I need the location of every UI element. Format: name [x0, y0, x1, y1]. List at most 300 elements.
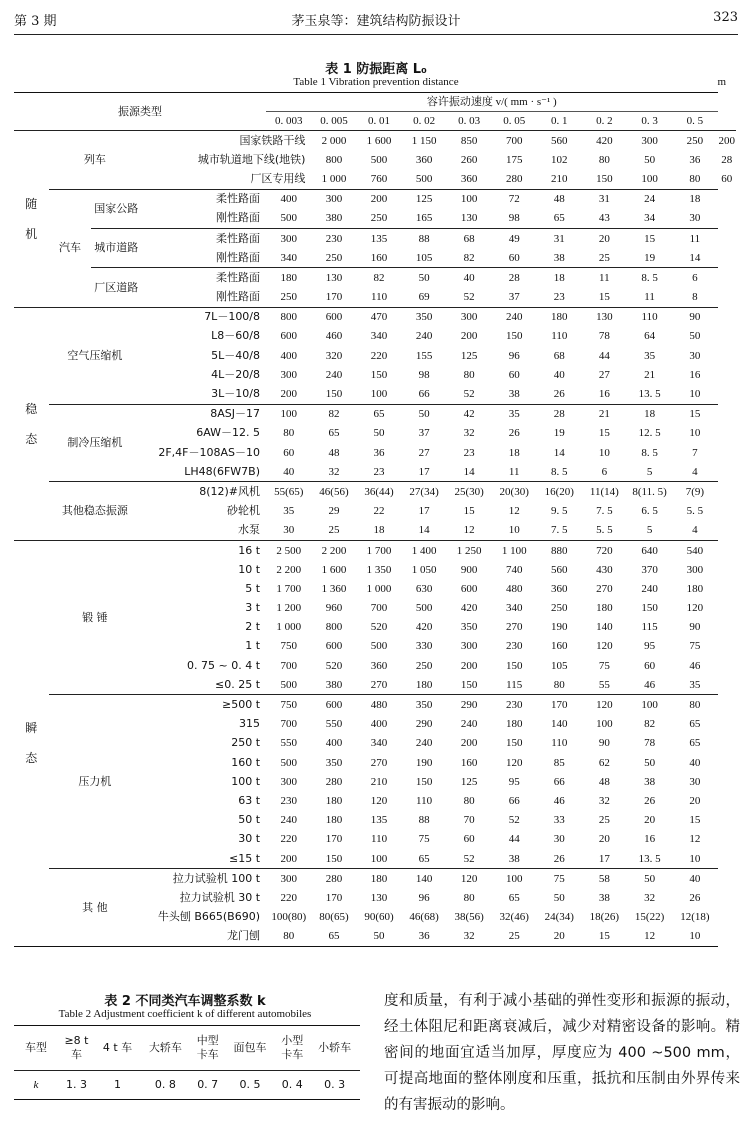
value-cell: 340 [280, 251, 297, 264]
value-cell: 550 [325, 718, 343, 731]
value-cell: 7. 5 [596, 505, 613, 518]
value-cell: 52 [463, 291, 475, 304]
value-cell: 110 [370, 833, 388, 846]
value-cell: 250 [551, 602, 568, 615]
value-cell: 18 [672, 189, 717, 209]
value-cell: 240 [415, 737, 433, 750]
value-cell: 420 [582, 131, 627, 151]
row-label: 柔性路面 [141, 228, 266, 248]
value-cell: 38 [508, 852, 520, 865]
row-label: ≥500 t [141, 695, 266, 715]
value-cell: 28 [537, 404, 582, 424]
value-cell: 280 [325, 775, 343, 788]
value-cell: 280 [505, 172, 523, 185]
value-cell: 14 [553, 446, 565, 459]
value-cell: 22 [373, 505, 385, 518]
row-label: 30 t [238, 832, 261, 846]
value-cell: 46(68) [409, 911, 439, 924]
value-cell: 50 [644, 153, 656, 166]
value-cell: 300 [266, 228, 311, 248]
t2-header-line: ≥8 t [64, 1034, 89, 1047]
value-cell: 1 000 [366, 582, 392, 595]
value-cell: 330 [415, 640, 433, 653]
value-cell: 9. 5 [551, 505, 568, 518]
value-cell: 40 [672, 869, 717, 889]
value-cell: 600 [280, 330, 297, 343]
value-cell: 120 [686, 602, 704, 615]
value-cell: 96 [508, 349, 520, 362]
value-cell: 2 500 [266, 540, 311, 560]
value-cell: 120 [447, 869, 492, 889]
value-cell: 1 050 [411, 563, 437, 576]
value-cell: 17 [418, 505, 430, 518]
value-cell: 880 [537, 540, 582, 560]
value-cell: 60 [463, 833, 475, 846]
value-cell: 110 [551, 330, 568, 343]
value-cell: 500 [280, 212, 297, 225]
value-cell: 5 [646, 524, 653, 537]
value-cell: 600 [325, 640, 343, 653]
vibration-distance-table [14, 92, 736, 947]
row-label: 城市轨道地下线(地铁) [197, 152, 306, 166]
value-cell: 14 [689, 251, 701, 264]
value-cell: 82 [311, 404, 356, 424]
value-cell: 180 [596, 602, 613, 615]
value-cell: 165 [415, 212, 433, 225]
body-paragraph: 度和质量，有利于减小基础的弹性变形和振源的振动，经土体阻尼和距离衰减后，减少对精密设备的影响。精密间的地面宜适当加厚，厚度应为 400 ~500 mm，可提高地面的整体刚度和压重，抵抗和压制由外界传来的有害振动的影响。 [384, 993, 740, 1113]
table-row [14, 695, 736, 715]
table-row [14, 189, 736, 209]
value-cell: 40 [689, 756, 701, 769]
value-cell: 480 [357, 695, 402, 715]
value-cell: 80 [463, 368, 475, 381]
value-cell: 80 [463, 891, 475, 904]
value-cell: 6 [601, 465, 608, 478]
value-cell: 1 200 [276, 602, 302, 615]
value-cell: 50 [627, 869, 672, 889]
value-cell: 34 [644, 212, 656, 225]
value-cell: 250 [672, 131, 717, 151]
value-cell: 25(30) [447, 482, 492, 502]
value-cell: 100 [370, 852, 388, 865]
t2-header-line: 小轿车 [318, 1041, 352, 1054]
row-label: ≤15 t [228, 851, 261, 865]
value-cell: 7(9) [672, 482, 717, 502]
t2-k-value: 1 [95, 1071, 140, 1100]
value-cell: 560 [551, 563, 568, 576]
value-cell: 120 [370, 794, 388, 807]
value-cell: 360 [415, 153, 433, 166]
value-cell: 82 [644, 718, 656, 731]
value-cell: 65 [328, 427, 340, 440]
value-cell: 8 [692, 291, 698, 304]
value-cell: 15 [582, 927, 627, 947]
value-cell: 180 [415, 678, 433, 691]
row-label: 柔性路面 [141, 189, 266, 209]
t2-header-line: 中型 [196, 1034, 219, 1047]
value-cell: 360 [370, 659, 388, 672]
value-cell: 82 [463, 251, 475, 264]
value-cell: 50 [553, 891, 565, 904]
value-cell: 300 [627, 131, 672, 151]
value-cell: 150 [370, 368, 388, 381]
value-cell: 75 [537, 869, 582, 889]
value-cell: 100 [447, 189, 492, 209]
value-cell: 26 [689, 891, 701, 904]
t2-vehicle-header [95, 1026, 140, 1071]
value-cell: 24 [627, 189, 672, 209]
value-cell: 20 [689, 794, 701, 807]
value-cell: 270 [505, 621, 523, 634]
row-label: 6AW－12. 5 [196, 426, 261, 440]
value-cell: 98 [508, 212, 520, 225]
value-cell: 240 [641, 582, 658, 595]
value-cell: 150 [505, 659, 523, 672]
value-cell: 100 [627, 695, 672, 715]
value-cell: 370 [641, 563, 658, 576]
value-cell: 40 [447, 268, 492, 288]
value-cell: 500 [280, 678, 297, 691]
value-cell: 58 [582, 869, 627, 889]
value-cell: 500 [370, 640, 388, 653]
value-cell: 1 100 [492, 540, 537, 560]
value-cell: 180 [325, 814, 343, 827]
value-cell: 1 600 [321, 563, 347, 576]
value-cell: 4 [692, 524, 698, 537]
t2-header-line: 大轿车 [148, 1041, 182, 1054]
t2-k-value: 0. 4 [275, 1071, 309, 1100]
value-cell: 5 [646, 465, 653, 478]
value-cell: 60 [644, 659, 656, 672]
row-label: 刚性路面 [216, 250, 261, 264]
table-row [14, 482, 736, 502]
value-cell: 120 [505, 756, 523, 769]
value-cell: 250 [325, 251, 343, 264]
value-cell: 15 [463, 505, 475, 518]
row-label: 0. 75 ~ 0. 4 t [187, 658, 261, 672]
value-cell: 200 [460, 737, 478, 750]
value-cell: 102 [551, 153, 568, 166]
value-cell: 1 400 [402, 540, 447, 560]
value-cell: 125 [460, 775, 478, 788]
row-label: 牛头刨 B665(B690) [157, 910, 261, 924]
value-cell: 19 [644, 251, 656, 264]
group-refrig-compressor: 制冷压缩机 [49, 404, 141, 482]
value-cell: 1 600 [357, 131, 402, 151]
t2-k-value: 0. 8 [140, 1071, 191, 1100]
value-cell: 430 [596, 563, 613, 576]
table1-caption: 表 1 防振距离 L₀ [325, 62, 427, 77]
value-cell: 18 [373, 524, 385, 537]
value-cell: 90 [598, 737, 610, 750]
speed-column-header: 0. 005 [311, 112, 356, 131]
value-cell: 20 [537, 927, 582, 947]
value-cell: 11 [508, 465, 520, 478]
source-type-header: 振源类型 [14, 93, 266, 131]
value-cell: 21 [644, 368, 656, 381]
value-cell: 66 [418, 388, 430, 401]
value-cell: 160 [370, 251, 388, 264]
value-cell: 15 [598, 427, 610, 440]
value-cell: 130 [460, 212, 478, 225]
value-cell: 14 [463, 465, 475, 478]
value-cell: 10 [598, 446, 610, 459]
value-cell: 16 [644, 833, 656, 846]
value-cell: 4 [692, 465, 698, 478]
value-cell: 82 [357, 268, 402, 288]
value-cell: 32(46) [499, 911, 529, 924]
value-cell: 38 [508, 388, 520, 401]
value-cell: 66 [553, 775, 565, 788]
speed-column-header: 0. 003 [266, 112, 311, 131]
value-cell: 100 [641, 172, 658, 185]
value-cell: 80 [463, 794, 475, 807]
value-cell: 320 [325, 349, 343, 362]
table-row [14, 228, 736, 248]
speed-column-header: 0. 5 [672, 112, 717, 131]
value-cell: 105 [551, 659, 568, 672]
value-cell: 25 [492, 927, 537, 947]
value-cell: 260 [460, 153, 478, 166]
table-row [14, 268, 736, 288]
t2-vehicle-header [309, 1026, 360, 1071]
value-cell: 35 [492, 404, 537, 424]
value-cell: 170 [537, 695, 582, 715]
value-cell: 240 [280, 814, 297, 827]
value-cell: 46(56) [311, 482, 356, 502]
table-row [14, 404, 736, 424]
value-cell: 8(11. 5) [627, 482, 672, 502]
value-cell: 16 [598, 388, 610, 401]
value-cell: 35 [689, 678, 701, 691]
value-cell: 20(30) [492, 482, 537, 502]
value-cell: 15 [672, 404, 717, 424]
value-cell: 360 [551, 582, 568, 595]
value-cell: 52 [463, 388, 475, 401]
value-cell: 50 [644, 756, 656, 769]
value-cell: 210 [370, 775, 388, 788]
value-cell: 140 [551, 718, 568, 731]
row-label: 50 t [238, 813, 261, 827]
t2-vehicle-header [225, 1026, 276, 1071]
value-cell: 100(80) [271, 911, 307, 924]
value-cell: 25 [598, 814, 610, 827]
value-cell: 68 [553, 349, 565, 362]
value-cell: 42 [447, 404, 492, 424]
value-cell: 300 [447, 307, 492, 327]
value-cell: 49 [492, 228, 537, 248]
value-cell: 27 [418, 446, 430, 459]
value-cell: 32 [328, 465, 340, 478]
value-cell: 340 [370, 737, 388, 750]
value-cell: 500 [370, 153, 388, 166]
value-cell: 11 [672, 228, 717, 248]
value-cell: 220 [280, 891, 297, 904]
group-other-steady: 其他稳态振源 [49, 482, 141, 541]
t2-k-value: 0. 3 [309, 1071, 360, 1100]
t2-k-value: 0. 5 [225, 1071, 276, 1100]
value-cell: 50 [402, 268, 447, 288]
t2-header-line: 小型 [281, 1034, 304, 1047]
t2-k-label: k [14, 1071, 58, 1100]
value-cell: 88 [402, 228, 447, 248]
value-cell: 7 [692, 446, 698, 459]
table2-caption-en: Table 2 Adjustment coefficient k of different automobiles [58, 1008, 312, 1020]
value-cell: 420 [415, 621, 433, 634]
page-number: 323 [713, 10, 738, 25]
value-cell: 29 [328, 505, 340, 518]
row-label: L8－60/8 [211, 329, 261, 343]
value-cell: 240 [325, 368, 343, 381]
value-cell: 11 [582, 268, 627, 288]
row-label: 刚性路面 [216, 211, 261, 225]
value-cell: 400 [370, 718, 388, 731]
value-cell: 64 [644, 330, 656, 343]
row-label: 龙门刨 [141, 927, 266, 947]
value-cell: 23 [553, 291, 565, 304]
row-label: 63 t [238, 793, 261, 807]
speed-header: 容许振动速度 v/( mm · s⁻¹ ) [266, 93, 717, 112]
value-cell: 155 [415, 349, 433, 362]
value-cell: 12 [463, 524, 475, 537]
category-steady: 稳 态 [14, 307, 49, 540]
value-cell: 1 150 [402, 131, 447, 151]
value-cell: 65 [689, 718, 701, 731]
value-cell: 95 [508, 775, 520, 788]
value-cell: 110 [370, 291, 388, 304]
value-cell: 700 [280, 659, 297, 672]
value-cell: 25 [328, 524, 340, 537]
value-cell: 380 [325, 678, 343, 691]
value-cell: 190 [551, 621, 568, 634]
value-cell: 24(34) [544, 911, 574, 924]
row-label: 水泵 [238, 523, 261, 537]
value-cell: 38 [644, 775, 656, 788]
value-cell: 1 250 [447, 540, 492, 560]
value-cell: 12 [627, 927, 672, 947]
value-cell: 14 [418, 524, 430, 537]
value-cell: 100 [596, 718, 613, 731]
value-cell: 50 [402, 404, 447, 424]
value-cell: 52 [463, 852, 475, 865]
value-cell: 350 [402, 695, 447, 715]
group-air-compressor: 空气压缩机 [49, 307, 141, 404]
value-cell: 50 [357, 927, 402, 947]
value-cell: 10 [672, 927, 717, 947]
value-cell: 850 [447, 131, 492, 151]
value-cell: 75 [418, 833, 430, 846]
value-cell: 43 [598, 212, 610, 225]
value-cell: 38 [598, 891, 610, 904]
value-cell: 33 [553, 814, 565, 827]
value-cell: 1 000 [321, 172, 347, 185]
value-cell: 135 [357, 228, 402, 248]
value-cell: 5. 5 [686, 505, 704, 518]
value-cell: 270 [596, 582, 613, 595]
value-cell: 230 [311, 228, 356, 248]
value-cell: 110 [551, 737, 568, 750]
value-cell: 7. 5 [551, 524, 568, 537]
value-cell: 125 [460, 349, 478, 362]
table-row [14, 131, 736, 151]
value-cell: 96 [418, 891, 430, 904]
value-cell: 1 700 [357, 540, 402, 560]
value-cell: 12. 5 [638, 427, 661, 440]
value-cell: 700 [370, 602, 388, 615]
value-cell: 65 [311, 927, 356, 947]
value-cell: 21 [582, 404, 627, 424]
value-cell: 105 [415, 251, 433, 264]
value-cell: 250 [415, 659, 433, 672]
value-cell: 15 [598, 291, 610, 304]
value-cell: 80 [689, 172, 701, 185]
category-transient: 瞬 态 [14, 540, 49, 946]
value-cell: 30 [689, 775, 701, 788]
value-cell: 1 350 [366, 563, 392, 576]
value-cell: 20 [644, 814, 656, 827]
value-cell: 11(14) [582, 482, 627, 502]
value-cell: 400 [266, 189, 311, 209]
value-cell: 37 [508, 291, 520, 304]
value-cell: 6. 5 [641, 505, 658, 518]
t2-vehicle-header [275, 1026, 309, 1071]
value-cell: 10 [508, 524, 520, 537]
row-label: 16 t [141, 540, 266, 560]
value-cell: 31 [582, 189, 627, 209]
value-cell: 38(56) [454, 911, 484, 924]
value-cell: 1 700 [276, 582, 302, 595]
value-cell: 80 [266, 927, 311, 947]
value-cell: 40 [553, 368, 565, 381]
value-cell: 10 [689, 388, 701, 401]
value-cell: 125 [402, 189, 447, 209]
value-cell: 250 [370, 212, 388, 225]
value-cell: 175 [505, 153, 523, 166]
t2-header-line: 卡车 [281, 1048, 304, 1061]
value-cell: 38 [553, 251, 565, 264]
t2-vehicle-type-header: 车型 [14, 1026, 58, 1071]
row-label: 8(12)#风机 [141, 482, 266, 502]
value-cell: 36 [373, 446, 385, 459]
value-cell: 75 [598, 659, 610, 672]
value-cell: 350 [402, 307, 447, 327]
value-cell: 5. 5 [596, 524, 613, 537]
t2-k-value: 1. 3 [58, 1071, 95, 1100]
value-cell: 150 [505, 330, 523, 343]
t2-header-line: 面包车 [233, 1041, 267, 1054]
value-cell: 75 [689, 640, 701, 653]
table-row [14, 540, 736, 560]
value-cell: 55 [598, 678, 610, 691]
value-cell: 66 [508, 794, 520, 807]
value-cell: 140 [402, 869, 447, 889]
value-cell: 300 [280, 368, 297, 381]
value-cell: 150 [596, 172, 613, 185]
value-cell: 32 [447, 927, 492, 947]
value-cell: 150 [641, 602, 658, 615]
value-cell: 30 [283, 524, 295, 537]
value-cell: 200 [280, 852, 297, 865]
table1-caption-en: Table 1 Vibration prevention distance [293, 76, 459, 88]
row-label: 315 [239, 717, 261, 731]
value-cell: 15 [627, 228, 672, 248]
row-label: 8ASJ－17 [141, 404, 266, 424]
value-cell: 19 [553, 427, 565, 440]
row-label: 5 t [245, 581, 261, 595]
value-cell: 30 [689, 212, 701, 225]
value-cell: 8. 5 [641, 446, 658, 459]
value-cell: 520 [325, 659, 343, 672]
